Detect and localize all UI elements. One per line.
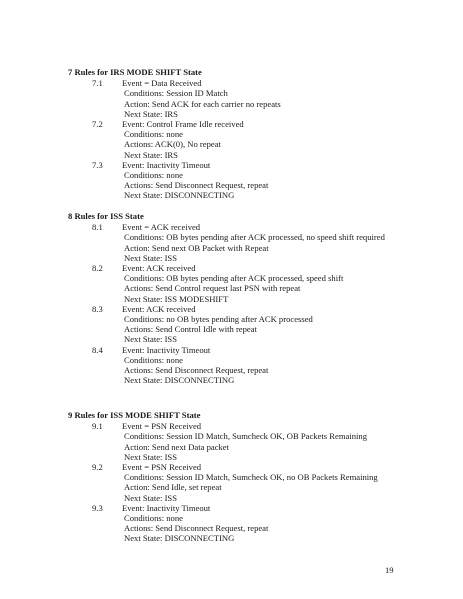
rule-number: 7.2 <box>92 119 103 130</box>
section-8 <box>68 211 448 385</box>
rule-event: Event: ACK received <box>122 303 196 314</box>
rule-number: 8.2 <box>92 263 103 274</box>
rule-event: Event: Inactivity Timeout <box>122 159 211 170</box>
rule-number: 8.3 <box>92 303 103 314</box>
rule-conditions: Conditions: no OB bytes pending after ACK processed <box>124 314 313 325</box>
rule-action: Action: Send next OB Packet with Repeat <box>124 242 269 253</box>
rule-next-state: Next State: DISCONNECTING <box>124 375 235 386</box>
rule-8-4 <box>68 345 448 386</box>
rule-next-state: Next State: DISCONNECTING <box>124 533 235 544</box>
rule-action: Actions: Send Disconnect Request, repeat <box>124 365 269 376</box>
rule-conditions: Conditions: Session ID Match, Sumcheck OK, no OB Packets Remaining <box>124 472 378 483</box>
section-7 <box>68 67 448 201</box>
section-9 <box>68 410 448 544</box>
rule-8-3 <box>68 304 448 345</box>
rule-next-state: Next State: ISS <box>124 252 177 263</box>
rule-8-2 <box>68 263 448 304</box>
rule-next-state: Next State: IRS <box>124 108 178 119</box>
rule-next-state: Next State: IRS <box>124 149 178 160</box>
rule-9-2 <box>68 462 448 503</box>
rule-next-state: Next State: ISS <box>124 334 177 345</box>
rule-event: Event = PSN Received <box>122 421 202 432</box>
rule-conditions: Conditions: Session ID Match, Sumcheck OK, OB Packets Remaining <box>124 431 367 442</box>
rule-action: Action: Send ACK for each carrier no repeats <box>124 98 281 109</box>
rule-7-2 <box>68 119 448 160</box>
rule-number: 9.3 <box>92 502 103 513</box>
rule-action: Action: Send next Data packet <box>124 441 230 452</box>
rule-action: Action: Send Idle, set repeat <box>124 482 222 493</box>
rule-action: Actions: Send Disconnect Request, repeat <box>124 180 269 191</box>
rule-event: Event: ACK received <box>122 263 196 274</box>
rule-event: Event = ACK received <box>122 222 201 233</box>
rule-event: Event: Inactivity Timeout <box>122 502 211 513</box>
rule-action: Actions: Send Disconnect Request, repeat <box>124 523 269 534</box>
rule-conditions: Conditions: OB bytes pending after ACK processed, no speed shift required <box>124 232 385 243</box>
section-title: 8 Rules for ISS State <box>68 211 144 221</box>
rule-number: 8.4 <box>92 344 103 355</box>
rule-conditions: Conditions: none <box>124 129 183 140</box>
rule-event: Event = Data Received <box>122 78 202 89</box>
rule-conditions: Conditions: none <box>124 513 183 524</box>
rule-conditions: Conditions: Session ID Match <box>124 88 228 99</box>
rule-number: 9.1 <box>92 421 103 432</box>
rule-next-state: Next State: DISCONNECTING <box>124 190 235 201</box>
rule-conditions: Conditions: OB bytes pending after ACK processed, speed shift <box>124 273 344 284</box>
rule-8-1 <box>68 222 448 263</box>
rule-next-state: Next State: ISS <box>124 492 177 503</box>
rule-number: 9.2 <box>92 462 103 473</box>
rule-number: 7.3 <box>92 159 103 170</box>
rule-7-3 <box>68 160 448 201</box>
section-title: 7 Rules for IRS MODE SHIFT State <box>68 67 202 77</box>
rule-next-state: Next State: ISS MODESHIFT <box>124 293 229 304</box>
rule-next-state: Next State: ISS <box>124 451 177 462</box>
rule-conditions: Conditions: none <box>124 170 183 181</box>
rule-number: 8.1 <box>92 222 103 233</box>
rule-action: Actions: Send Control Idle with repeat <box>124 324 257 335</box>
rule-action: Actions: ACK(0), No repeat <box>124 139 221 150</box>
rule-9-3 <box>68 503 448 544</box>
rule-event: Event = PSN Received <box>122 462 202 473</box>
rule-number: 7.1 <box>92 78 103 89</box>
rule-7-1 <box>68 78 448 119</box>
rule-event: Event: Control Frame Idle received <box>122 119 244 130</box>
section-title: 9 Rules for ISS MODE SHIFT State <box>68 410 201 420</box>
page-number: 19 <box>385 565 394 575</box>
rule-event: Event: Inactivity Timeout <box>122 344 211 355</box>
rule-conditions: Conditions: none <box>124 354 183 365</box>
rule-9-1 <box>68 421 448 462</box>
rule-action: Actions: Send Control request last PSN with repeat <box>124 283 301 294</box>
